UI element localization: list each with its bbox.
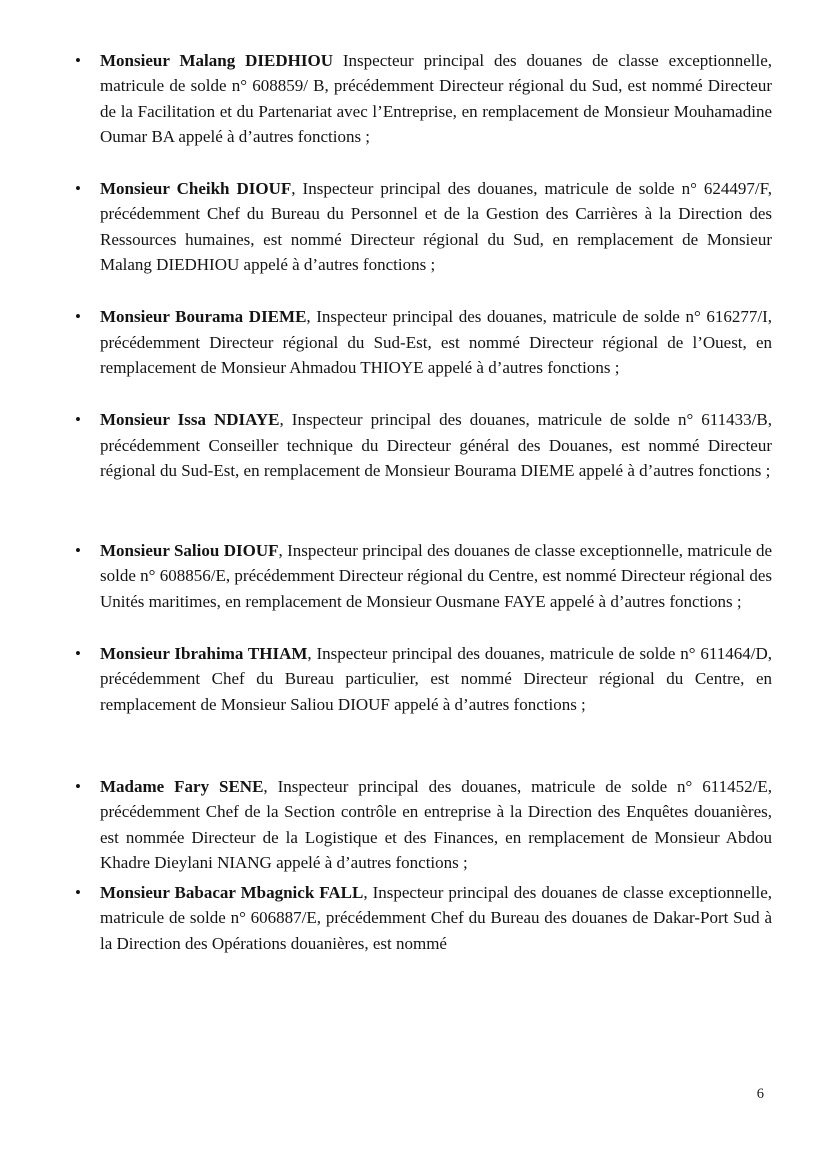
person-name: Monsieur Saliou DIOUF (100, 541, 279, 561)
bullet-icon: • (75, 51, 81, 70)
bullet-icon: • (75, 883, 81, 903)
list-item (75, 48, 772, 149)
list-item (75, 176, 772, 277)
appointment-body: , Inspecteur principal des douanes, matricule de solde n° 611464/D, précédemment Chef du Bureau particulier, est nommé Directeur régional du Centre, en remplacement de Monsieur Saliou DIOUF appelé à d’autres fonctions ; (100, 644, 772, 714)
appointment-body: Inspecteur principal des douanes de classe exceptionnelle, matricule de solde n° 608859/ B, précédemment Directeur régional du Sud, est nommé Directeur de la Facilitation et du Partenariat avec l’Entreprise, en remplacement de Monsieur Mouhamadine Oumar BA appelé à d’autres fonctions ; (100, 51, 772, 146)
bullet-icon: • (75, 410, 81, 430)
appointment-text (100, 644, 772, 714)
page-number: 6 (756, 1086, 764, 1102)
appointment-text (100, 179, 772, 274)
bullet-icon: • (75, 644, 81, 664)
appointment-body: , Inspecteur principal des douanes, matricule de solde n° 611452/E, précédemment Chef de la Section contrôle en entreprise à la Direction des Enquêtes douanières, est nommée Directeur de la Logistique et des Finances, en remplacement de Monsieur Abdou Khadre Dieylani NIANG appelé à d’autres fonctions ; (100, 776, 772, 872)
bullet-icon: • (75, 307, 81, 327)
appointment-text (100, 51, 772, 146)
appointment-text (100, 777, 772, 872)
list-item (75, 774, 772, 875)
person-name: Monsieur Ibrahima THIAM (100, 644, 308, 664)
appointment-body: , Inspecteur principal des douanes de classe exceptionnelle, matricule de solde n° 606887/E, précédemment Chef du Bureau des douanes de Dakar-Port Sud à la Direction des Opérations douanières, est nommé (100, 883, 773, 953)
list-item (75, 641, 772, 717)
appointment-body: , Inspecteur principal des douanes, matricule de solde n° 624497/F, précédemment Chef du Bureau du Personnel et de la Gestion des Carrières à la Direction des Ressources humaines, est nommé Directeur régional du Sud, en remplacement de Monsieur Malang DIEDHIOU appelé à d’autres fonctions ; (100, 179, 772, 275)
list-item (75, 304, 772, 380)
appointment-text (100, 410, 772, 480)
person-name: Monsieur Issa NDIAYE (100, 410, 280, 430)
bullet-icon: • (75, 179, 81, 199)
appointment-body: , Inspecteur principal des douanes, matricule de solde n° 616277/I, précédemment Directeur régional du Sud-Est, est nommé Directeur régional de l’Ouest, en remplacement de Monsieur Ahmadou THIOYE appelé à d’autres fonctions ; (100, 307, 772, 377)
appointment-text (100, 307, 772, 377)
person-name: Monsieur Cheikh DIOUF (100, 179, 292, 199)
list-item (75, 407, 772, 483)
bullet-icon: • (75, 541, 81, 561)
person-name: Monsieur Malang DIEDHIOU (100, 51, 333, 70)
appointment-text (100, 541, 772, 611)
person-name: Monsieur Bourama DIEME (100, 307, 307, 327)
appointment-body: , Inspecteur principal des douanes de classe exceptionnelle, matricule de solde n° 608856/E, précédemment Directeur régional du Centre, est nommé Directeur régional des Unités maritimes, en remplacement de Monsieur Ousmane FAYE appelé à d’autres fonctions ; (100, 541, 773, 611)
person-name: Madame Fary SENE (100, 776, 264, 796)
list-item (75, 538, 772, 614)
appointment-text (100, 883, 772, 953)
appointment-body: , Inspecteur principal des douanes, matricule de solde n° 611433/B, précédemment Conseiller technique du Directeur général des Douanes, est nommé Directeur régional du Sud-Est, en remplacement de Monsieur Bourama DIEME appelé à d’autres fonctions ; (100, 410, 772, 480)
bullet-icon: • (75, 776, 81, 796)
person-name: Monsieur Babacar Mbagnick FALL (100, 883, 364, 903)
list-item (75, 880, 772, 956)
